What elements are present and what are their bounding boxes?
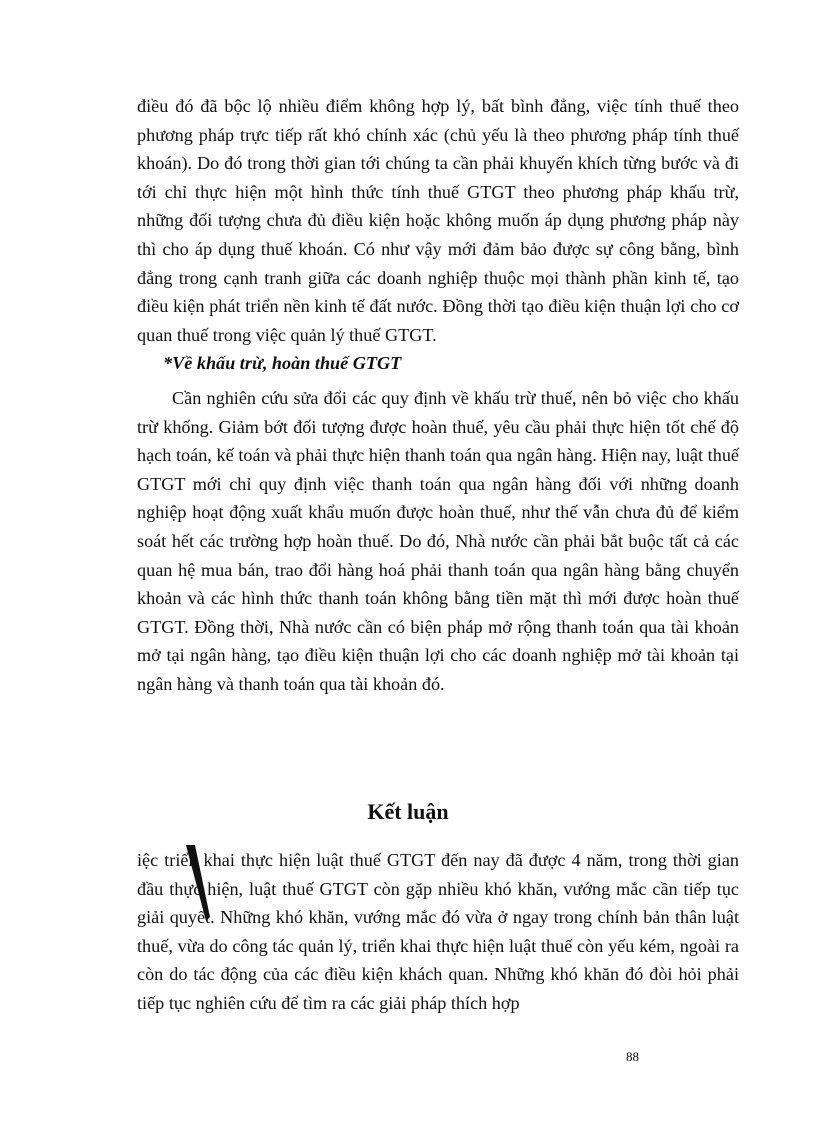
body-paragraph-3: iệc triển khai thực hiện luật thuế GTGT đến nay đã được 4 năm, trong thời gian đầu thực hiện, luật thuế GTGT còn gặp nhiều khó khăn, vướng mắc cần tiếp tục giải quyết. Những khó khăn, vướng mắc đó vừa ở ngay trong chính bản thân luật thuế, vừa do công tác quản lý, triển khai thực hiện luật thuế còn yếu kém, ngoài ra còn do tác động của các điều kiện khách quan. Những khó khăn đó đòi hỏi phải tiếp tục nghiên cứu để tìm ra các giải pháp thích hợp — [137, 850, 739, 1013]
conclusion-title: Kết luận — [367, 799, 449, 824]
subheading-deduction-refund: *Về khấu trừ, hoàn thuế GTGT — [163, 353, 402, 373]
body-paragraph-1: điều đó đã bộc lộ nhiều điểm không hợp lý, bất bình đẳng, việc tính thuế theo phương pháp trực tiếp rất khó chính xác (chủ yếu là theo phương pháp tính thuế khoán). Do đó trong thời gian tới chúng ta cần phải khuyến khích từng bước và đi tới chỉ thực hiện một hình thức tính thuế GTGT theo phương pháp khấu trừ, những đối tượng chưa đủ điều kiện hoặc không muốn áp dụng phương pháp này thì cho áp dụng thuế khoán. Có như vậy mới đảm bảo được sự công bằng, bình đẳng trong cạnh tranh giữa các doanh nghiệp thuộc mọi thành phần kinh tế, tạo điều kiện phát triển nền kinh tế đất nước. Đồng thời tạo điều kiện thuận lợi cho cơ quan thuế trong việc quản lý thuế GTGT. — [137, 96, 739, 345]
body-paragraph-2: Cần nghiên cứu sửa đổi các quy định về khấu trừ thuế, nên bỏ việc cho khấu trừ khống. Giảm bớt đối tượng được hoàn thuế, yêu cầu phải thực hiện tốt chế độ hạch toán, kế toán và phải thực hiện thanh toán qua ngân hàng. Hiện nay, luật thuế GTGT mới chỉ quy định việc thanh toán qua ngân hàng đối với những doanh nghiệp hoạt động xuất khẩu muốn được hoàn thuế, như thế vẫn chưa đủ để kiểm soát hết các trường hợp hoàn thuế. Do đó, Nhà nước cần phải bắt buộc tất cả các quan hệ mua bán, trao đổi hàng hoá phải thanh toán qua ngân hàng bằng chuyển khoản và các hình thức thanh toán không bằng tiền mặt thì mới được hoàn thuế GTGT. Đồng thời, Nhà nước cần có biện pháp mở rộng thanh toán qua tài khoản mở tại ngân hàng, tạo điều kiện thuận lợi cho các doanh nghiệp mở tài khoản tại ngân hàng và thanh toán qua tài khoản đó. — [137, 388, 739, 694]
page-number: 88 — [626, 1049, 639, 1064]
